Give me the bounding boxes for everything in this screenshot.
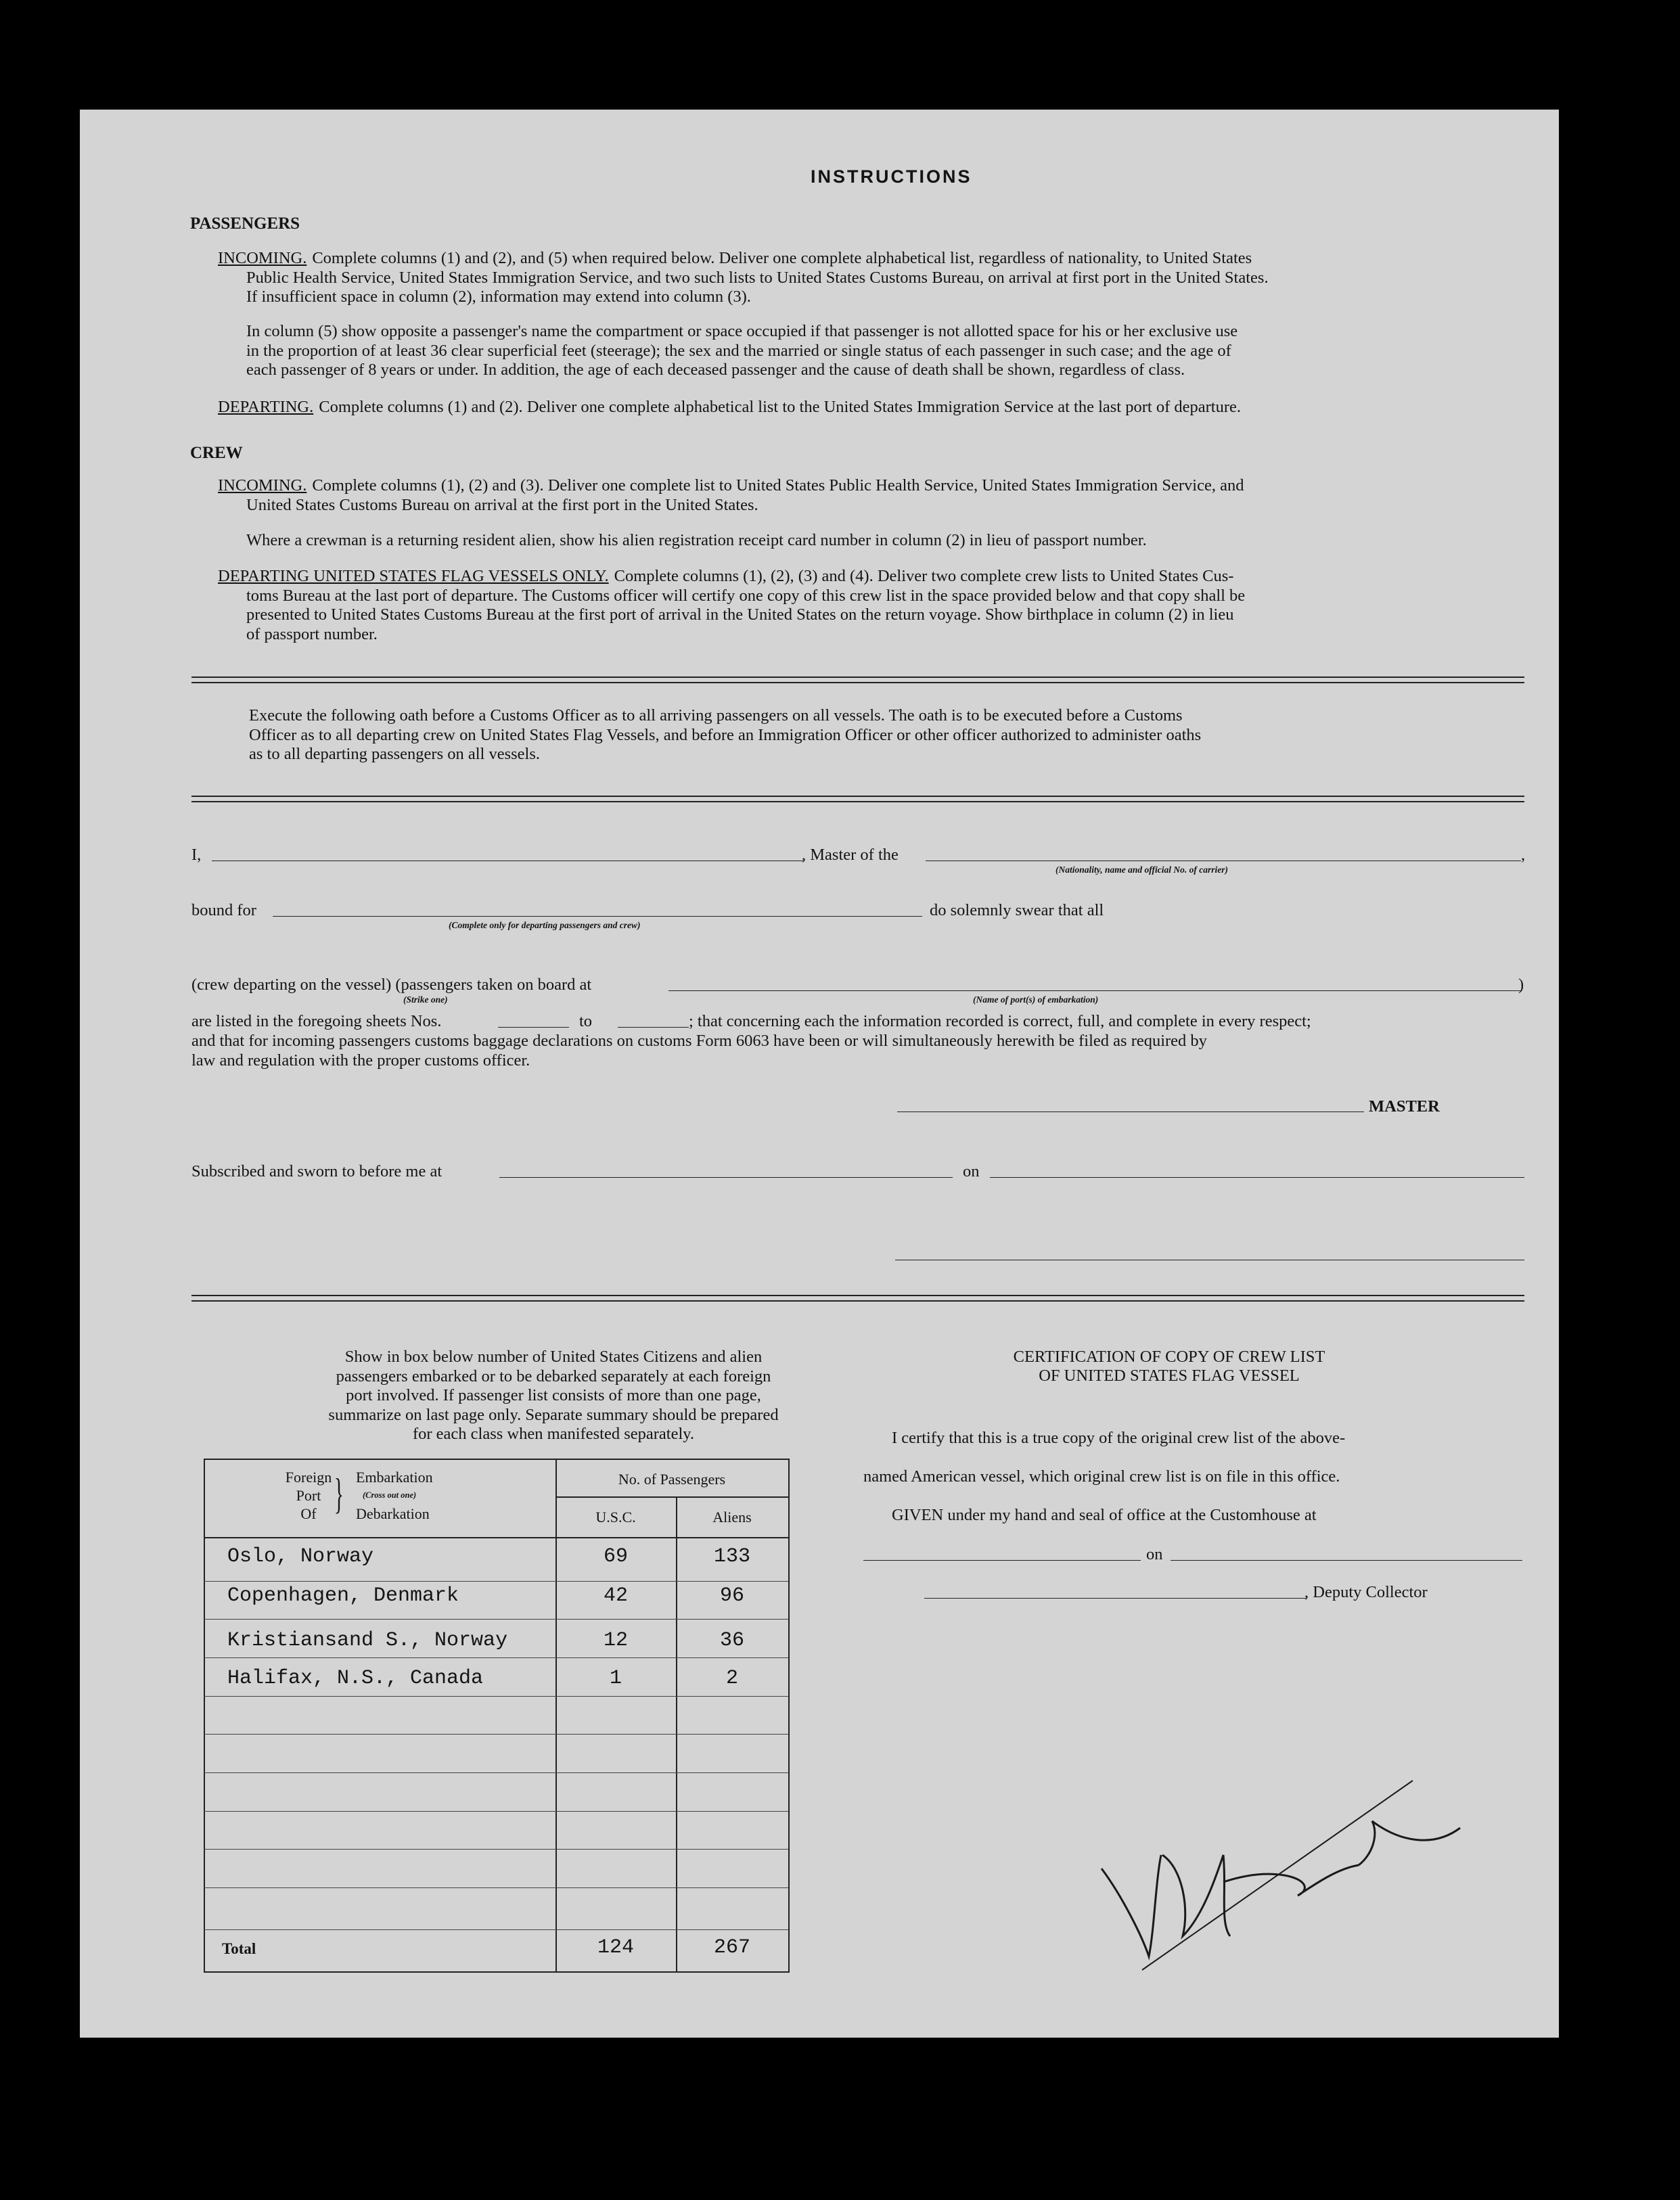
brace-icon: } (334, 1469, 344, 1517)
debarkation-label: Debarkation (356, 1505, 430, 1522)
crew-departing-line: of passport number. (246, 624, 378, 643)
oath-instruction-line: as to all departing passengers on all vessels. (249, 745, 541, 763)
certify-line2: named American vessel, which original crew list is on file in this office. (863, 1467, 1340, 1486)
table-cell-aliens: 133 (713, 1545, 750, 1568)
foreign-port-of-label (281, 1468, 336, 1523)
certify-line3: GIVEN under my hand and seal of office at the Customhouse at (892, 1506, 1317, 1524)
sworn-date-field[interactable] (990, 1177, 1524, 1178)
table-column-divider (555, 1459, 557, 1971)
ports-note: (Name of port(s) of embarkation) (973, 994, 1099, 1005)
table-cell-aliens: 2 (725, 1667, 738, 1690)
certification-title (878, 1348, 1460, 1385)
no-passengers-header: No. of Passengers (618, 1471, 726, 1488)
total-aliens: 267 (713, 1936, 750, 1959)
row-divider (204, 1734, 788, 1735)
bound-for-field[interactable] (273, 916, 922, 917)
passengers-incoming-lead: INCOMING. (218, 249, 307, 267)
port-label: Port (296, 1487, 321, 1504)
bound-for-label: bound for (191, 901, 256, 919)
summary-instruction-line: Show in box below number of United States Citizens and alien (344, 1348, 763, 1366)
strike-one-note: (Strike one) (403, 994, 448, 1005)
summary-instruction-line: summarize on last page only. Separate summary should be prepared (328, 1405, 779, 1424)
table-cell-aliens: 96 (719, 1584, 744, 1607)
oath-instruction-line: Execute the following oath before a Customs Officer as to all arriving passengers on all vessels. The oath is to be executed before a Customs (249, 706, 1183, 725)
embark-debark-label (356, 1468, 433, 1523)
row-divider (204, 1929, 788, 1930)
usc-header: U.S.C. (595, 1509, 636, 1526)
carrier-note: (Nationality, name and official No. of carrier) (1055, 865, 1228, 875)
sheet-from-field[interactable] (498, 1027, 569, 1028)
row-divider (204, 1619, 788, 1620)
crew-incoming-lead: INCOMING. (218, 476, 307, 495)
bound-for-note: (Complete only for departing passengers and crew) (449, 920, 641, 930)
crew-departing-line: presented to United States Customs Bureau at the first port of arrival in the United States on the return voyage. Show birthplace in column (2) in lieu (246, 605, 1234, 624)
table-cell-usc: 1 (609, 1667, 622, 1690)
certify-date-field[interactable] (1171, 1560, 1522, 1561)
oath-i-label: I, (191, 846, 202, 864)
master-of-label: , Master of the (802, 846, 899, 864)
column5-line: In column (5) show opposite a passenger's name the compartment or space occupied if that passenger is not allotted space for his or her exclusive use (246, 322, 1238, 340)
table-cell-port: Halifax, N.S., Canada (227, 1667, 484, 1690)
embarkation-ports-field[interactable] (668, 990, 1521, 991)
table-cell-usc: 42 (603, 1584, 628, 1607)
certify-line1: I certify that this is a true copy of the original crew list of the above- (892, 1429, 1346, 1447)
deputy-signature-field[interactable] (924, 1598, 1307, 1599)
crew-incoming-line: United States Customs Bureau on arrival at the first port in the United States. (246, 495, 758, 514)
row-divider (204, 1581, 788, 1582)
crew-incoming-paragraph (218, 476, 1524, 515)
master-label: MASTER (1369, 1097, 1440, 1116)
column5-paragraph (246, 322, 1525, 380)
comma: , (1521, 846, 1526, 864)
row-divider (204, 1657, 788, 1658)
crew-departing-lead: DEPARTING UNITED STATES FLAG VESSELS ONLY. (218, 567, 609, 585)
passengers-departing-text: Complete columns (1) and (2). Deliver one complete alphabetical list to the United States Immigration Service at the last port of departure. (319, 398, 1241, 416)
divider (191, 801, 1524, 802)
table-cell-port: Kristiansand S., Norway (227, 1629, 508, 1652)
table-cell-port: Copenhagen, Denmark (227, 1584, 459, 1607)
summary-instruction-line: passengers embarked or to be debarked separately at each foreign (336, 1367, 771, 1385)
close-paren: ) (1518, 976, 1524, 994)
document-page (80, 110, 1559, 2038)
of-label: Of (300, 1505, 317, 1522)
summary-instruction-line: port involved. If passenger list consists of more than one page, (346, 1386, 761, 1404)
crew-resident-paragraph: Where a crewman is a returning resident alien, show his alien registration receipt card number in column (2) in lieu of passport number. (246, 531, 1147, 549)
table-cell-usc: 69 (603, 1545, 628, 1568)
table-cell-usc: 12 (603, 1629, 628, 1652)
crew-departing-paragraph (218, 567, 1524, 644)
row-divider (204, 1696, 788, 1697)
column5-line: each passenger of 8 years or under. In addition, the age of each deceased passenger and the cause of death shall be shown, regardless of class. (246, 361, 1185, 379)
passengers-incoming-line: Complete columns (1) and (2), and (5) when required below. Deliver one complete alphabetical list, regardless of nationality, to United States (312, 249, 1252, 267)
foreign-label: Foreign (285, 1469, 332, 1486)
aliens-header: Aliens (712, 1509, 752, 1526)
row-divider (204, 1887, 788, 1888)
divider (191, 682, 1524, 683)
row-divider (204, 1772, 788, 1773)
crew-incoming-line: Complete columns (1), (2) and (3). Deliver one complete list to United States Public Health Service, United States Immigration Service, and (312, 476, 1244, 495)
passengers-incoming-line: If insufficient space in column (2), information may extend into column (3). (246, 288, 751, 306)
subscribed-label: Subscribed and sworn to before me at (191, 1162, 442, 1181)
oath-line2: and that for incoming passengers customs baggage declarations on customs Form 6063 have been or will simultaneously herewith be filed as required by (191, 1032, 1207, 1050)
total-label: Total (222, 1940, 256, 1957)
crew-departing-label: (crew departing on the vessel) (passengers taken on board at (191, 976, 592, 994)
oath-instruction-line: Officer as to all departing crew on United States Flag Vessels, and before an Immigration Officer or other officer authorized to administer oaths (249, 725, 1202, 744)
divider (191, 1300, 1524, 1302)
oath-line1-tail: ; that concerning each the information recorded is correct, full, and complete in every respect; (689, 1012, 1311, 1030)
table-header-divider (555, 1496, 788, 1498)
crew-heading: CREW (190, 444, 243, 462)
sworn-place-field[interactable] (499, 1177, 953, 1178)
row-divider (204, 1811, 788, 1812)
to-label: to (579, 1012, 593, 1030)
passengers-departing-lead: DEPARTING. (218, 398, 314, 416)
sheet-to-field[interactable] (618, 1027, 689, 1028)
passengers-incoming-paragraph (218, 249, 1524, 307)
passengers-heading: PASSENGERS (190, 214, 300, 233)
certification-title-line: CERTIFICATION OF COPY OF CREW LIST (1013, 1348, 1325, 1366)
total-usc: 124 (597, 1936, 634, 1959)
divider (191, 796, 1524, 797)
divider (191, 1295, 1524, 1296)
passengers-departing-paragraph (218, 398, 1524, 417)
summary-instruction (235, 1348, 871, 1444)
crew-departing-line: Complete columns (1), (2), (3) and (4). Deliver two complete crew lists to United States Cus- (614, 567, 1234, 585)
table-cell-port: Oslo, Norway (227, 1545, 374, 1568)
deputy-collector-label: , Deputy Collector (1304, 1583, 1428, 1601)
passengers-incoming-line: Public Health Service, United States Immigration Service, and two such lists to United States Customs Bureau, on arrival at first port in the United States. (246, 268, 1269, 287)
certify-on-label: on (1146, 1545, 1163, 1563)
crew-departing-line: toms Bureau at the last port of departure. The Customs officer will certify one copy of this crew list in the space provided below and that copy shall be (246, 586, 1246, 605)
table-header-bottom (204, 1537, 788, 1538)
oath-instruction-paragraph (249, 706, 1507, 764)
cross-out-note: (Cross out one) (363, 1490, 417, 1500)
oath-line3: law and regulation with the proper customs officer. (191, 1051, 530, 1070)
divider (191, 677, 1524, 678)
column5-line: in the proportion of at least 36 clear superficial feet (steerage); the sex and the married or single status of each passenger in such case; and the age of (246, 341, 1231, 360)
sworn-on-label: on (963, 1162, 980, 1181)
row-divider (204, 1849, 788, 1850)
customhouse-field[interactable] (863, 1560, 1141, 1561)
handwritten-signature (1081, 1774, 1555, 1997)
table-cell-aliens: 36 (719, 1629, 744, 1652)
certification-title-line: OF UNITED STATES FLAG VESSEL (1039, 1367, 1300, 1385)
summary-instruction-line: for each class when manifested separately. (412, 1425, 695, 1443)
passenger-summary-table (204, 1459, 790, 1973)
embarkation-label: Embarkation (356, 1469, 433, 1486)
page-title: INSTRUCTIONS (811, 166, 972, 187)
sheets-label: are listed in the foregoing sheets Nos. (191, 1012, 442, 1030)
swear-label: do solemnly swear that all (930, 901, 1104, 919)
